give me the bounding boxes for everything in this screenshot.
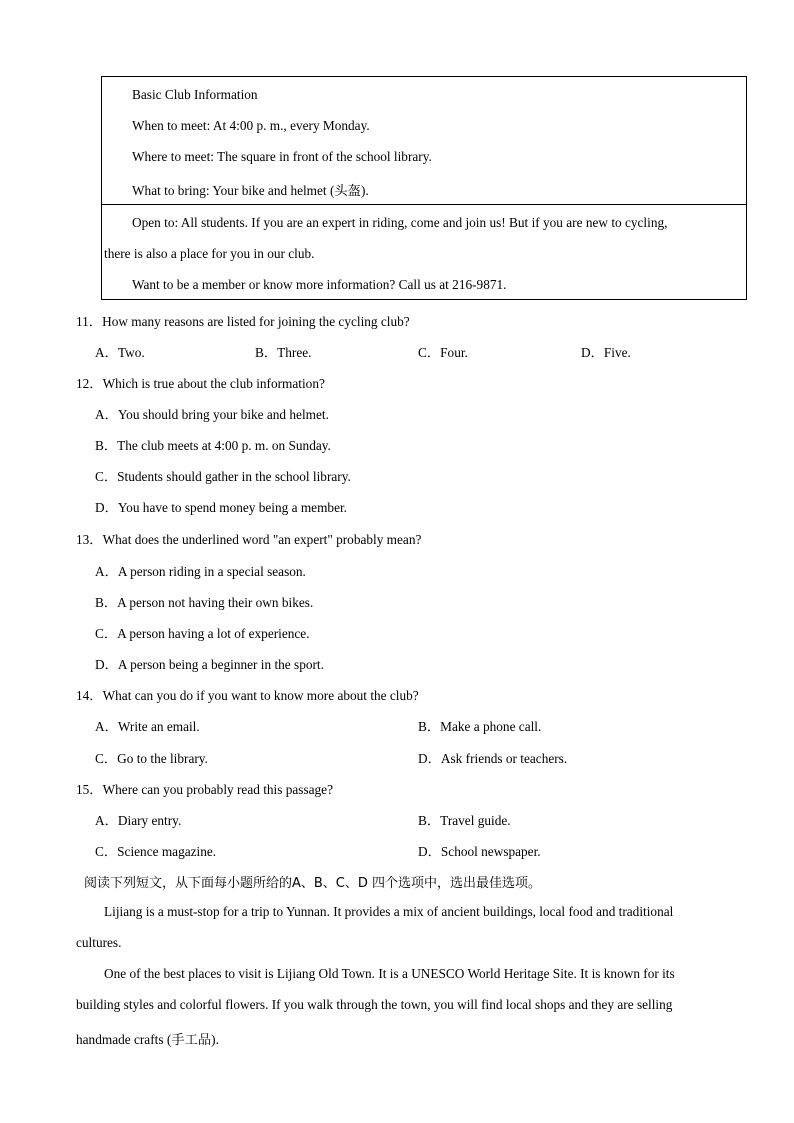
question-13: 13．What does the underlined word "an expert" probably mean?	[76, 532, 422, 547]
question-11: 11．How many reasons are listed for joining the cycling club?	[76, 314, 410, 329]
club-where: Where to meet: The square in front of the school library.	[132, 149, 432, 164]
q14-option-c[interactable]: C．Go to the library.	[95, 751, 208, 766]
q15-option-a[interactable]: A．Diary entry.	[95, 813, 182, 828]
question-14: 14．What can you do if you want to know more about the club?	[76, 688, 419, 703]
club-open-to: Open to: All students. If you are an expert in riding, come and join us! But if you are new to cycling,	[132, 215, 668, 230]
q13-option-c[interactable]: C．A person having a lot of experience.	[95, 626, 310, 641]
q11-option-d[interactable]: D．Five.	[581, 345, 631, 360]
q12-option-b[interactable]: B．The club meets at 4:00 p. m. on Sunday.	[95, 438, 331, 453]
q15-option-b[interactable]: B．Travel guide.	[418, 813, 511, 828]
question-15: 15．Where can you probably read this passage?	[76, 782, 333, 797]
club-member-info: Want to be a member or know more information? Call us at 216-9871.	[132, 277, 507, 292]
passage-p2-line2: building styles and colorful flowers. If you walk through the town, you will find local shops and they are selling	[76, 997, 673, 1012]
club-info-title: Basic Club Information	[132, 87, 258, 102]
q13-option-d[interactable]: D．A person being a beginner in the sport.	[95, 657, 324, 672]
q12-option-c[interactable]: C．Students should gather in the school library.	[95, 469, 351, 484]
club-bring: What to bring: Your bike and helmet (头盔).	[132, 183, 369, 198]
passage-p1-line2: cultures.	[76, 935, 122, 950]
question-12: 12．Which is true about the club information?	[76, 376, 325, 391]
q13-option-a[interactable]: A．A person riding in a special season.	[95, 564, 306, 579]
q15-option-d[interactable]: D．School newspaper.	[418, 844, 541, 859]
reading-instruction: 阅读下列短文，从下面每小题所给的A、B、C、D 四个选项中，选出最佳选项。	[84, 876, 542, 891]
q11-option-b[interactable]: B．Three.	[255, 345, 312, 360]
q12-option-d[interactable]: D．You have to spend money being a member.	[95, 500, 347, 515]
passage-p2-line3: handmade crafts (手工品).	[76, 1032, 219, 1047]
q14-option-a[interactable]: A．Write an email.	[95, 719, 200, 734]
q11-option-a[interactable]: A．Two.	[95, 345, 145, 360]
club-when: When to meet: At 4:00 p. m., every Monday.	[132, 118, 370, 133]
club-open-to-cont: there is also a place for you in our club.	[104, 246, 315, 261]
q11-option-c[interactable]: C．Four.	[418, 345, 468, 360]
q15-option-c[interactable]: C．Science magazine.	[95, 844, 217, 859]
q14-option-d[interactable]: D．Ask friends or teachers.	[418, 751, 568, 766]
club-info-box	[101, 76, 747, 300]
passage-p1-line1: Lijiang is a must-stop for a trip to Yunnan. It provides a mix of ancient buildings, local food and traditional	[104, 904, 674, 919]
q13-option-b[interactable]: B．A person not having their own bikes.	[95, 595, 314, 610]
passage-p2-line1: One of the best places to visit is Lijiang Old Town. It is a UNESCO World Heritage Site. It is known for its	[104, 966, 675, 981]
box-divider	[102, 204, 746, 205]
q14-option-b[interactable]: B．Make a phone call.	[418, 719, 542, 734]
q12-option-a[interactable]: A．You should bring your bike and helmet.	[95, 407, 329, 422]
